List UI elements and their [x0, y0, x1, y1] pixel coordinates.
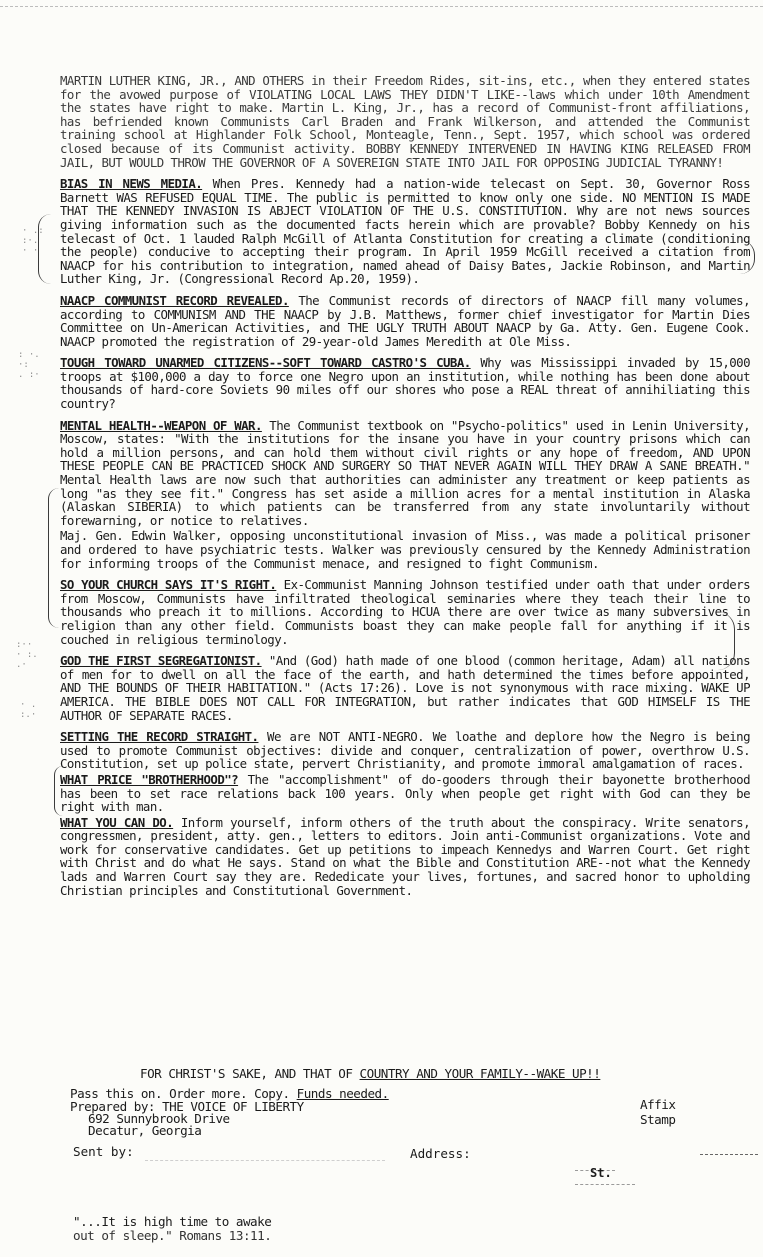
- paragraph-heading: WHAT PRICE "BROTHERHOOD"?: [60, 771, 239, 787]
- paragraph-heading: SO YOUR CHURCH SAYS IT'S RIGHT.: [60, 577, 277, 593]
- paragraph-heading: MENTAL HEALTH--WEAPON OF WAR.: [60, 417, 262, 433]
- paragraph-naacp: [60, 294, 750, 348]
- scripture-quote: [73, 1215, 271, 1243]
- stamp-line-1: Affix: [640, 1097, 676, 1112]
- stamp-box-label: [640, 1097, 675, 1127]
- paragraph-heading: NAACP COMMUNIST RECORD REVEALED.: [60, 292, 289, 308]
- torn-top-edge: [0, 0, 763, 7]
- scan-speckle: :·· · :. .·: [16, 640, 38, 670]
- paragraph-heading: SETTING THE RECORD STRAIGHT.: [60, 729, 259, 745]
- paragraph-record-straight: [60, 730, 750, 771]
- paragraph-heading: WHAT YOU CAN DO.: [60, 814, 174, 830]
- sent-by-blank-line: [145, 1160, 385, 1161]
- paragraph-heading: GOD THE FIRST SEGREGATIONIST.: [60, 653, 262, 669]
- address-blank-line: [575, 1184, 635, 1185]
- paragraph-heading: TOUGH TOWARD UNARMED CITIZENS--SOFT TOWARD CASTRO'S CUBA.: [60, 355, 471, 371]
- paragraph-brotherhood: [60, 773, 750, 814]
- paragraph-walker: [60, 529, 750, 570]
- paragraph-text: Ex-Communist Manning Johnson testified under oath that under orders from Moscow, Communists have infiltrated theological seminaries where they teach their line to thousands who preach it to millions. According to HCUA there are over twice as many subversives in religion than any other field. Communists boast they can make people fall for anything if it is couched in religious terminology.: [60, 577, 750, 647]
- paragraph-text: The Communist records of directors of NAACP fill many volumes, according to COMMUNISM AND THE NAACP by J.B. Matthews, former chief investigator for Martin Dies Committee on Un-American Activities, and THE UGLY TRUTH ABOUT NAACP by Ga. Atty. Gen. Eugene Cook. NAACP promoted the registration of 29-year-old James Meredith at Ole Miss.: [60, 292, 750, 349]
- paragraph-text: The Communist textbook on "Psycho-politics" used in Lenin University, Moscow, states: "With the institutions for the insane you have in your country prisons which can hold a million persons, and can hold them without civil rights or any hope of freedom, AND UPON THESE PEOPLE CAN BE PRACTICED SHOCK AND SURGERY SO THAT NEVER AGAIN WILL THEY DRAW A SANE BREATH." Mental Health laws are now such that authorities can administer any treatment or keep patients as long "as they see fit." Congress has set aside a million acres for a mental institution in Alaska (Alaskan SIBERIA) to which patients can be transferred from any state involuntarily without forewarning, or notice to relatives.: [60, 417, 751, 528]
- paragraph-segregationist: [60, 654, 750, 722]
- st-label: St.: [590, 1166, 612, 1180]
- paragraph-text: We are NOT ANTI-NEGRO. We loathe and deplore how the Negro is being used to promote Communist objectives: divide and conquer, centralization of power, overthrow U.S. Constitution, set up police state, pervert Christianity, and promote immoral amalgamation of races.: [60, 729, 750, 772]
- prepared-by-block: [70, 1101, 304, 1137]
- document-body: [60, 74, 750, 905]
- paragraph-what-you-can-do: [60, 816, 750, 898]
- closing-lead: FOR CHRIST'S SAKE, AND THAT OF: [140, 1066, 360, 1081]
- prepared-by-street: 692 Sunnybrook Drive: [88, 1111, 230, 1126]
- prepared-by-org: Prepared by: THE VOICE OF LIBERTY: [70, 1099, 304, 1114]
- paragraph-king: [60, 74, 750, 169]
- scan-speckle: · .: :·. · ·: [22, 226, 44, 256]
- paragraph-castro: [60, 356, 750, 410]
- closing-underlined: COUNTRY AND YOUR FAMILY--WAKE UP!!: [359, 1066, 601, 1081]
- paragraph-text: Inform yourself, inform others of the truth about the conspiracy. Write senators, congressmen, president, atty. gen., letters to editors. Join anti-Communist organizations. Vote and work for conservative candidates. Get up petitions to impeach Kennedys and Warren Court. Get right with Christ and do what He says. Stand on what the Bible and Constitution ARE--not what the Kennedy lads and Warren Court say they are. Rededicate your lives, fortunes, and sacred honor to upholding Christian principles and Constitutional Government.: [60, 814, 750, 898]
- funds-needed: Funds needed.: [296, 1086, 389, 1101]
- paragraph-text: MARTIN LUTHER KING, JR., AND OTHERS in their Freedom Rides, sit-ins, etc., when they entered states for the avowed purpose of VIOLATING LOCAL LAWS THEY DIDN'T LIKE--laws which under 10th Amendment the states have right to make. Martin L. King, Jr., has a record of Communist-front affiliations, has befriended known Communists Carl Braden and Frank Wilkerson, and attended the Communist training school at Highlander Folk School, Monteagle, Tenn., Sept. 1957, which school was ordered closed because of its Communist activity. BOBBY KENNEDY INTERVENED IN HAVING KING RELEASED FROM JAIL, BUT WOULD THROW THE GOVERNOR OF A SOVEREIGN STATE INTO JAIL FOR OPPOSING JUDICIAL TYRANNY!: [60, 73, 750, 170]
- stamp-line-2: Stamp: [640, 1112, 676, 1127]
- paragraph-text: Why was Mississippi invaded by 15,000 troops at $100,000 a day to force one Negro upon an institution, while nothing has been done about thousands of hard-core Soviets 90 miles off our shores who pose a REAL threat of annihiliating this country?: [60, 355, 750, 412]
- paragraph-mental-health: [60, 419, 750, 528]
- quote-line-1: "...It is high time to awake: [73, 1214, 272, 1229]
- address-blank-line: [700, 1154, 758, 1155]
- scan-speckle: : ·. ·: . :·: [18, 350, 40, 380]
- scan-speckle: · . :.·: [20, 700, 37, 720]
- closing-slogan: [140, 1066, 600, 1081]
- paragraph-heading: BIAS IN NEWS MEDIA.: [60, 176, 203, 192]
- address-label: Address:: [410, 1146, 471, 1161]
- paragraph-text: The "accomplishment" of do-gooders through their bayonette brotherhood has been to set race relations back 100 years. Only when people get right with God can they be right with man.: [60, 771, 750, 815]
- quote-line-2: out of sleep." Romans 13:11.: [73, 1228, 272, 1243]
- paragraph-text: When Pres. Kennedy had a nation-wide telecast on Sept. 30, Governor Ross Barnett WAS REFUSED EQUAL TIME. The public is permitted to know only one side. NO MENTION IS MADE THAT THE KENNEDY INVASION IS ABJECT VIOLATION OF THE U.S. CONSTITUTION. Why are not news sources giving information such as the documented facts herein which are provable? Bobby Kennedy on his telecast of Oct. 1 lauded Ralph McGill of Atlanta Constitution for creating a climate (conditioning the people) conducive to accepting their program. In April 1959 McGill received a citation from NAACP for his contribution to integration, named ahead of Daisy Bates, Jackie Robinson, and Martin Luther King, Jr. (Congressional Record Ap.20, 1959).: [60, 176, 750, 287]
- paragraph-bias-news: [60, 177, 750, 286]
- pass-on-text: Pass this on. Order more. Copy.: [70, 1086, 297, 1101]
- margin-bracket-mark: [48, 488, 59, 628]
- paragraph-church: [60, 578, 750, 646]
- paragraph-text: Maj. Gen. Edwin Walker, opposing unconstitutional invasion of Miss., was made a political prisoner and ordered to have psychiatric tests. Walker was previously censured by the Kennedy Administration for informing troops of the Communist menace, and resigned to fight Communism.: [60, 528, 750, 571]
- sent-by-label: Sent by:: [73, 1144, 134, 1159]
- prepared-by-city: Decatur, Georgia: [88, 1123, 202, 1138]
- paragraph-text: "And (God) hath made of one blood (common heritage, Adam) all nations of men for to dwell on all the face of the earth, and hath determined the times before appointed, AND THE BOUNDS OF THEIR HABITATION." (Acts 17:26). Love is not synonymous with race mixing. WAKE UP AMERICA. THE BIBLE DOES NOT CALL FOR INTEGRATION, but rather indicates that GOD HIMSELF IS THE AUTHOR OF SEPARATE RACES.: [60, 653, 751, 723]
- margin-bracket-mark: [38, 214, 51, 284]
